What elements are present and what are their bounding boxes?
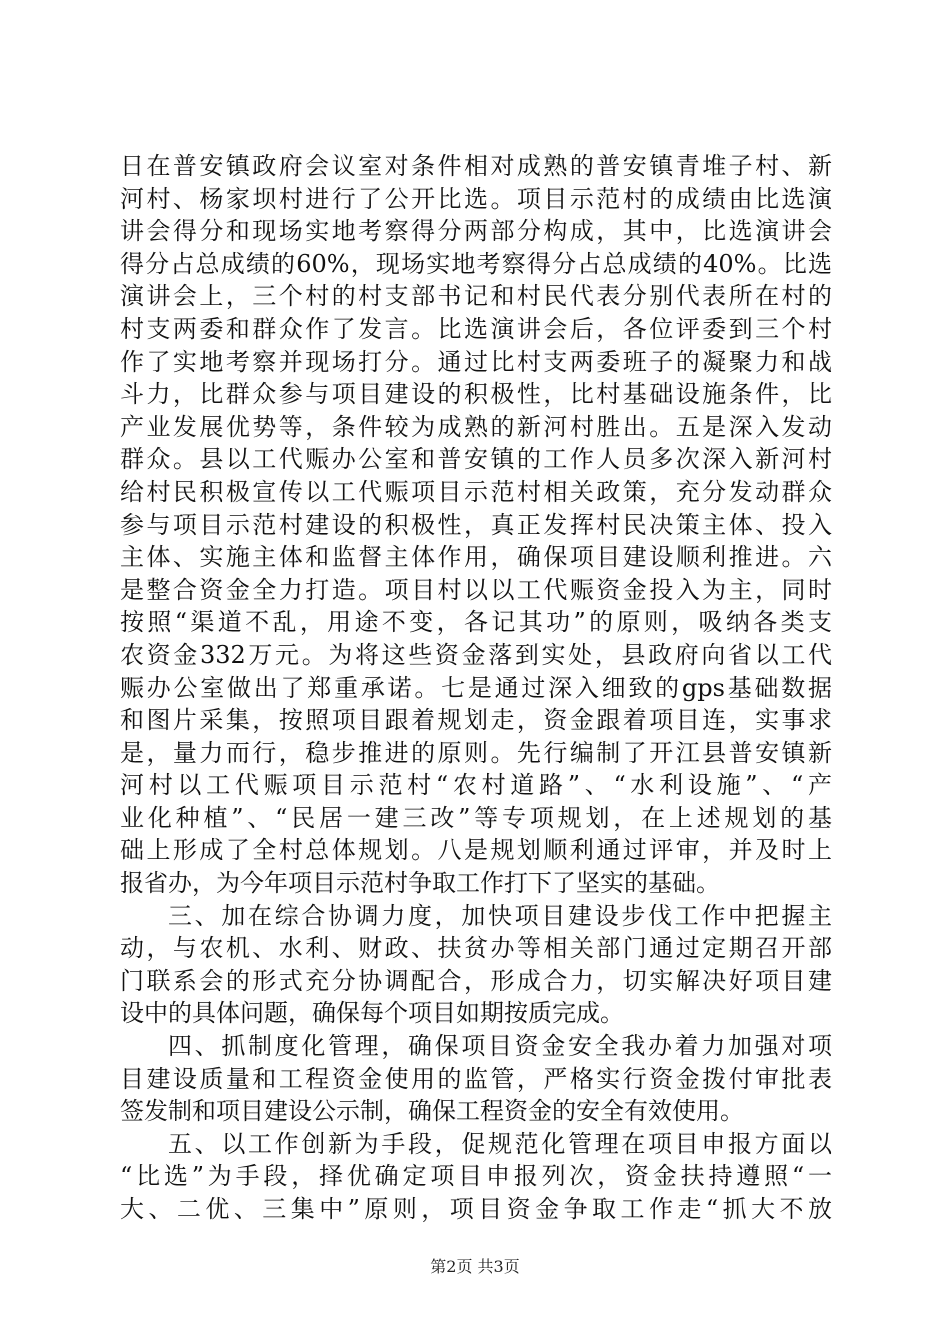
text-line: 础上形成了全村总体规划。八是规划顺利通过评审，并及时上 [120, 836, 832, 865]
text-line: 设中的具体问题，确保每个项目如期按质完成。 [120, 999, 624, 1028]
text-line: 参与项目示范村建设的积极性，真正发挥村民决策主体、投入 [120, 510, 832, 539]
paragraph [120, 900, 832, 1030]
paragraph [120, 1030, 832, 1128]
text-line: “比选”为手段，择优确定项目申报列次，资金扶持遵照“一 [120, 1162, 832, 1191]
text-line: 签发制和项目建设公示制，确保工程资金的安全有效使用。 [120, 1097, 744, 1126]
text-line: 作了实地考察并现场打分。通过比村支两委班子的凝聚力和战 [120, 347, 832, 376]
text-line: 日在普安镇政府会议室对条件相对成熟的普安镇青堆子村、新 [120, 152, 832, 180]
text-line: 讲会得分和现场实地考察得分两部分构成，其中，比选演讲会 [120, 217, 832, 246]
text-line: 动，与农机、水利、财政、扶贫办等相关部门通过定期召开部 [120, 934, 832, 963]
text-line: 得分占总成绩的60%，现场实地考察得分占总成绩的40%。比选 [120, 249, 832, 278]
text-line: 三、加在综合协调力度，加快项目建设步伐工作中把握主 [168, 901, 832, 930]
text-line: 门联系会的形式充分协调配合，形成合力，切实解决好项目建 [120, 966, 832, 995]
page-footer: 第2页 共3页 [430, 1257, 520, 1276]
text-line: 大、二优、三集中”原则，项目资金争取工作走“抓大不放 [120, 1195, 832, 1223]
text-line: 斗力，比群众参与项目建设的积极性，比村基础设施条件，比 [120, 380, 832, 409]
text-line: 赈办公室做出了郑重承诺。七是通过深入细致的gps基础数据 [120, 673, 832, 702]
paragraph [120, 1128, 832, 1226]
text-line: 是整合资金全力打造。项目村以以工代赈资金投入为主，同时 [120, 575, 832, 604]
text-line: 河村以工代赈项目示范村“农村道路”、“水利设施”、“产 [120, 771, 832, 800]
text-line: 产业发展优势等，条件较为成熟的新河村胜出。五是深入发动 [120, 412, 832, 441]
text-line: 五、以工作创新为手段，促规范化管理在项目申报方面以 [168, 1129, 832, 1158]
text-line: 农资金332万元。为将这些资金落到实处，县政府向省以工代 [120, 640, 832, 669]
paragraph [120, 150, 832, 900]
text-line: 村支两委和群众作了发言。比选演讲会后，各位评委到三个村 [120, 314, 832, 343]
text-line: 群众。县以工代赈办公室和普安镇的工作人员多次深入新河村 [120, 445, 832, 474]
text-line: 河村、杨家坝村进行了公开比选。项目示范村的成绩由比选演 [120, 184, 832, 213]
text-line: 是，量力而行，稳步推进的原则。先行编制了开江县普安镇新 [120, 738, 832, 767]
text-line: 报省办，为今年项目示范村争取工作打下了坚实的基础。 [120, 869, 720, 898]
text-line: 四、抓制度化管理，确保项目资金安全我办着力加强对项 [168, 1032, 832, 1061]
document-body [120, 150, 832, 1226]
text-line: 演讲会上，三个村的村支部书记和村民代表分别代表所在村的 [120, 282, 832, 311]
text-line: 主体、实施主体和监督主体作用，确保项目建设顺利推进。六 [120, 543, 832, 572]
text-line: 目建设质量和工程资金使用的监管，严格实行资金拨付审批表 [120, 1064, 832, 1093]
text-line: 业化种植”、“民居一建三改”等专项规划，在上述规划的基 [120, 803, 832, 832]
text-line: 按照“渠道不乱，用途不变，各记其功”的原则，吸纳各类支 [120, 608, 832, 637]
text-line: 和图片采集，按照项目跟着规划走，资金跟着项目连，实事求 [120, 706, 832, 735]
text-line: 给村民积极宣传以工代赈项目示范村相关政策，充分发动群众 [120, 477, 832, 506]
